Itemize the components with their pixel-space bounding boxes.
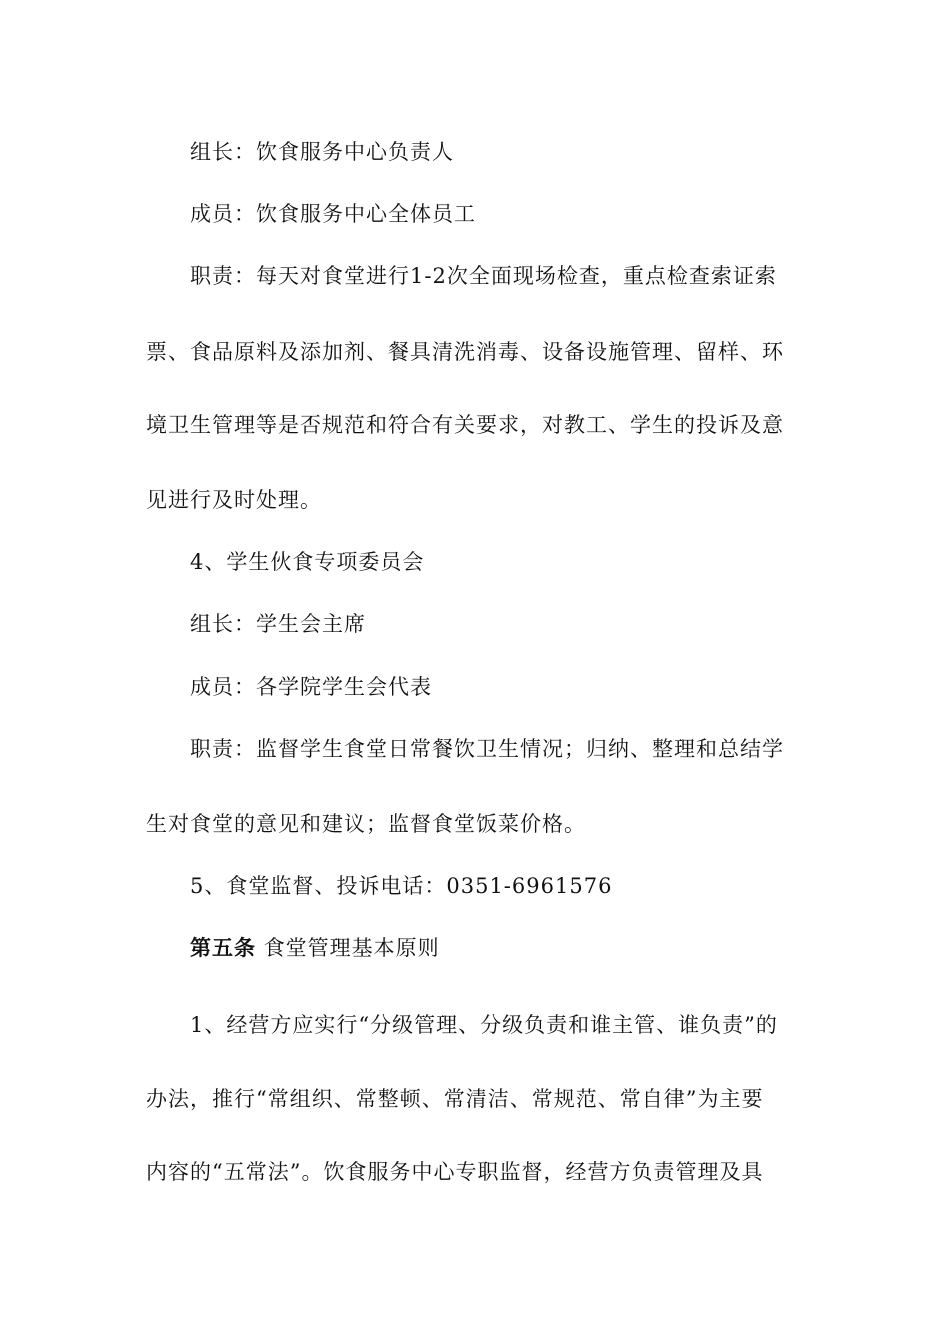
paragraph-line: 内容的“五常法”。饮食服务中心专职监督，经营方负责管理及具: [146, 1160, 764, 1184]
paragraph-line: 职责：监督学生食堂日常餐饮卫生情况；归纳、整理和总结学: [190, 737, 784, 761]
article-heading-line: [190, 933, 850, 963]
paragraph-line: 票、食品原料及添加剂、餐具清洗消毒、设备设施管理、留样、环: [146, 340, 784, 364]
paragraph-line: 成员：饮食服务中心全体员工: [190, 202, 476, 226]
article-title: 食堂管理基本原则: [263, 936, 440, 960]
paragraph-line: 组长：饮食服务中心负责人: [190, 140, 454, 164]
paragraph-line: 1、经营方应实行“分级管理、分级负责和谁主管、谁负责”的: [190, 1013, 778, 1037]
paragraph-line: 办法，推行“常组织、常整顿、常清洁、常规范、常自律”为主要: [146, 1087, 764, 1111]
paragraph-line: 成员：各学院学生会代表: [190, 675, 432, 699]
article-number: 第五条: [190, 935, 256, 960]
paragraph-line: 4、学生伙食专项委员会: [190, 550, 425, 574]
paragraph-line: 组长：学生会主席: [190, 612, 366, 636]
paragraph-line: 生对食堂的意见和建议；监督食堂饭菜价格。: [146, 812, 586, 836]
paragraph-line: 5、食堂监督、投诉电话：0351-6961576: [190, 874, 613, 898]
paragraph-line: 境卫生管理等是否规范和符合有关要求，对教工、学生的投诉及意: [146, 413, 784, 437]
paragraph-line: 职责：每天对食堂进行1-2次全面现场检查，重点检查索证索: [190, 264, 777, 288]
paragraph-line: 见进行及时处理。: [146, 488, 322, 512]
